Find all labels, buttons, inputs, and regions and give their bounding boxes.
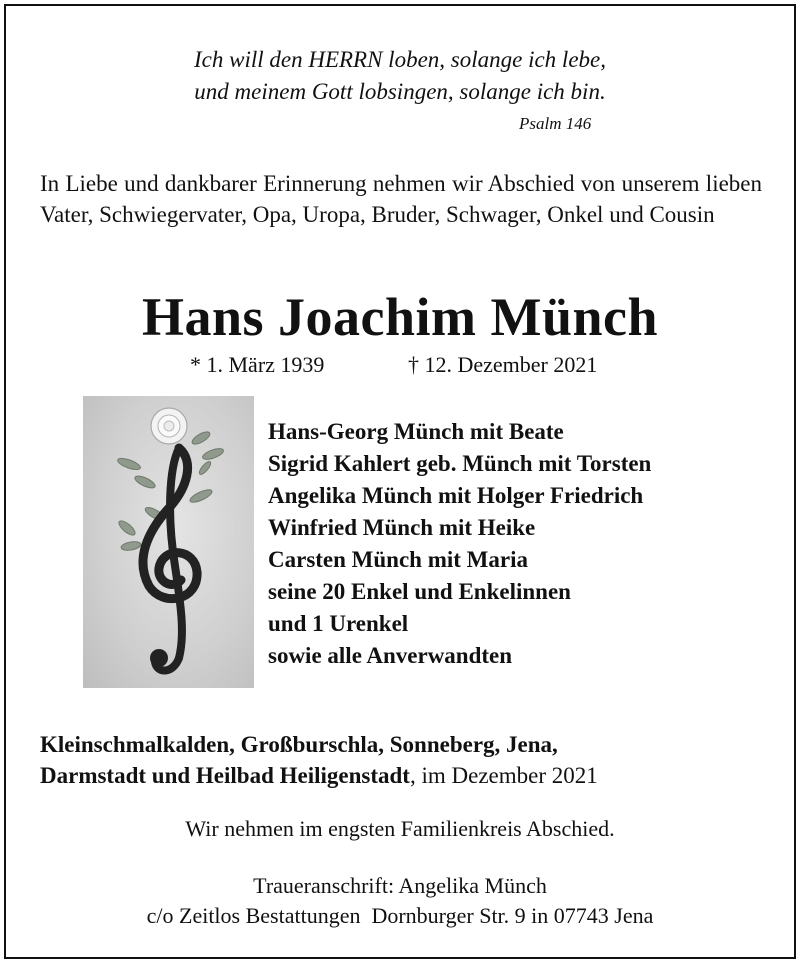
verse-line-1: Ich will den HERRN loben, solange ich lebe, — [194, 47, 606, 72]
family-member: Winfried Münch mit Heike — [268, 515, 536, 540]
address-line-1: Traueranschrift: Angelika Münch — [253, 873, 547, 898]
verse-source: Psalm 146 — [519, 114, 592, 133]
family-member: seine 20 Enkel und Enkelinnen — [268, 579, 571, 604]
family-member: und 1 Urenkel — [268, 611, 409, 636]
farewell-note: Wir nehmen im engsten Familienkreis Abschied. — [185, 816, 615, 841]
family-member: sowie alle Anverwandten — [268, 643, 513, 668]
family-member: Hans-Georg Münch mit Beate — [268, 419, 564, 444]
places-line-1: Kleinschmalkalden, Großburschla, Sonneberg, Jena, — [40, 732, 558, 757]
family-member: Sigrid Kahlert geb. Münch mit Torsten — [268, 451, 652, 476]
family-member: Angelika Münch mit Holger Friedrich — [268, 483, 644, 508]
family-list — [268, 416, 651, 672]
family-member: Carsten Münch mit Maria — [268, 547, 528, 572]
places-and-date — [40, 729, 598, 791]
deceased-name: Hans Joachim Münch — [141, 287, 659, 347]
verse-line-2: und meinem Gott lobsingen, solange ich bin. — [194, 79, 606, 104]
death-date: † 12. Dezember 2021 — [408, 352, 598, 377]
birth-date: * 1. März 1939 — [190, 352, 325, 377]
places-line-2: Darmstadt und Heilbad Heiligenstadt — [40, 763, 410, 788]
treble-clef-with-rose-icon — [83, 396, 254, 688]
memorial-image — [83, 396, 254, 688]
address-line-2: c/o Zeitlos Bestattungen Dornburger Str. 9 in 07743 Jena — [146, 903, 654, 928]
notice-date: , im Dezember 2021 — [409, 763, 598, 788]
intro-text: In Liebe und dankbarer Erinnerung nehmen wir Abschied von unserem lieben Vater, Schwiegervater, Opa, Uropa, Bruder, Schwager, Onkel und Cousin — [40, 171, 762, 227]
